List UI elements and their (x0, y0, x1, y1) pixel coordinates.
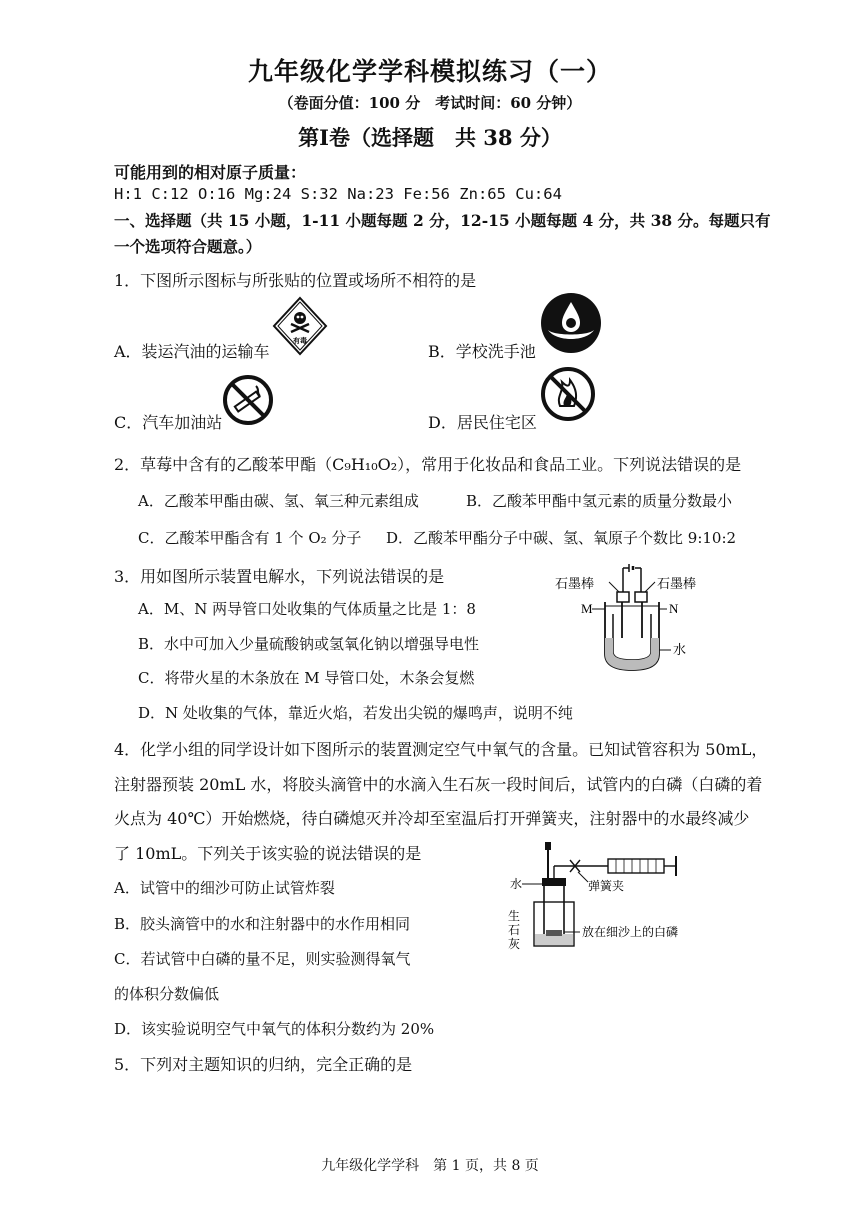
q1-option-d: D．居民住宅区 (428, 413, 537, 432)
fig-label-water: 水 (510, 877, 523, 891)
q1-stem: 1．下图所示图标与所张贴的位置或场所不相符的是 (114, 271, 477, 290)
no-burning-icon (540, 366, 596, 422)
fig-label-left-electrode: 石墨棒 (555, 576, 595, 591)
toxic-sign-text: 有毒 (293, 337, 307, 345)
oxygen-measurement-figure (508, 842, 708, 950)
section-heading-line2: 一个选项符合题意。） (114, 237, 262, 256)
exam-info: （卷面分值：100 分 考试时间：60 分钟） (278, 94, 582, 112)
fig-label-m: M (581, 601, 593, 616)
fig-label-right-electrode: 石墨棒 (657, 576, 697, 591)
q4-line1: 4．化学小组的同学设计如下图所示的装置测定空气中氧气的含量。已知试管容积为 50mL， (114, 740, 768, 759)
q3-option-d: D．N 处收集的气体，靠近火焰，若发出尖锐的爆鸣声，说明不纯 (138, 704, 573, 722)
toxic-sign-icon (272, 296, 328, 360)
fig-label-clamp: 弹簧夹 (588, 879, 625, 893)
q1-option-a: A．装运汽油的运输车 (114, 342, 270, 361)
q2-option-b: B．乙酸苯甲酯中氢元素的质量分数最小 (466, 492, 733, 510)
no-smoking-icon (222, 374, 274, 426)
section-heading-line1: 一、选择题（共 15 小题，1-11 小题每题 2 分，12-15 小题每题 4 分，共 38 分。每题只有 (114, 211, 771, 230)
fig-label-phosphorus: 放在细沙上的白磷 (582, 925, 679, 939)
part-heading: 第Ⅰ卷（选择题 共 38 分） (298, 125, 562, 150)
atomic-mass-label: 可能用到的相对原子质量： (114, 163, 307, 182)
q4-option-c-line1: C．若试管中白磷的量不足，则实验测得氧气 (114, 950, 411, 968)
q5-stem: 5．下列对主题知识的归纳，完全正确的是 (114, 1055, 413, 1074)
q2-option-d: D．乙酸苯甲酯分子中碳、氢、氧原子个数比 9:10:2 (386, 529, 737, 547)
q4-option-b: B．胶头滴管中的水和注射器中的水作用相同 (114, 915, 411, 933)
page-footer: 九年级化学学科 第 1 页，共 8 页 (321, 1158, 539, 1174)
page-title: 九年级化学学科模拟练习（一） (247, 57, 612, 86)
q2-option-a: A．乙酸苯甲酯由碳、氢、氧三种元素组成 (138, 492, 419, 510)
fig-label-n: N (669, 601, 679, 616)
q3-option-a: A．M、N 两导管口处收集的气体质量之比是 1：8 (138, 600, 476, 618)
q3-stem: 3．用如图所示装置电解水，下列说法错误的是 (114, 567, 445, 586)
q4-line3: 火点为 40℃）开始燃烧，待白磷熄灭并冷却至室温后打开弹簧夹，注射器中的水最终减少 (114, 809, 750, 828)
atomic-mass-values: H:1 C:12 O:16 Mg:24 S:32 Na:23 Fe:56 Zn:65 Cu:64 (114, 185, 562, 203)
q4-option-c-line2: 的体积分数偏低 (114, 985, 220, 1003)
fig-label-lime-1: 生 (508, 909, 521, 923)
q2-option-c: C．乙酸苯甲酯含有 1 个 O₂ 分子 (138, 529, 362, 547)
q1-option-c: C．汽车加油站 (114, 413, 223, 432)
q4-option-d: D．该实验说明空气中氧气的体积分数约为 20% (114, 1020, 435, 1038)
q2-stem: 2．草莓中含有的乙酸苯甲酯（C₉H₁₀O₂），常用于化妆品和食品工业。下列说法错误的是 (114, 455, 742, 474)
fig-label-lime-3: 灰 (508, 937, 521, 951)
q3-option-b: B．水中可加入少量硫酸钠或氢氧化钠以增强导电性 (138, 635, 480, 653)
water-saving-icon (540, 292, 602, 354)
q1-option-b: B．学校洗手池 (428, 342, 536, 361)
fig-label-water: 水 (673, 642, 687, 657)
fig-label-lime-2: 石 (508, 923, 521, 937)
q3-option-c: C．将带火星的木条放在 M 导管口处，木条会复燃 (138, 669, 475, 687)
electrolysis-apparatus-figure (555, 562, 735, 674)
q4-line4: 了 10mL。下列关于该实验的说法错误的是 (114, 844, 422, 863)
q4-option-a: A．试管中的细沙可防止试管炸裂 (114, 879, 335, 897)
q4-line2: 注射器预装 20mL 水，将胶头滴管中的水滴入生石灰一段时间后，试管内的白磷（白磷的着 (114, 775, 763, 794)
